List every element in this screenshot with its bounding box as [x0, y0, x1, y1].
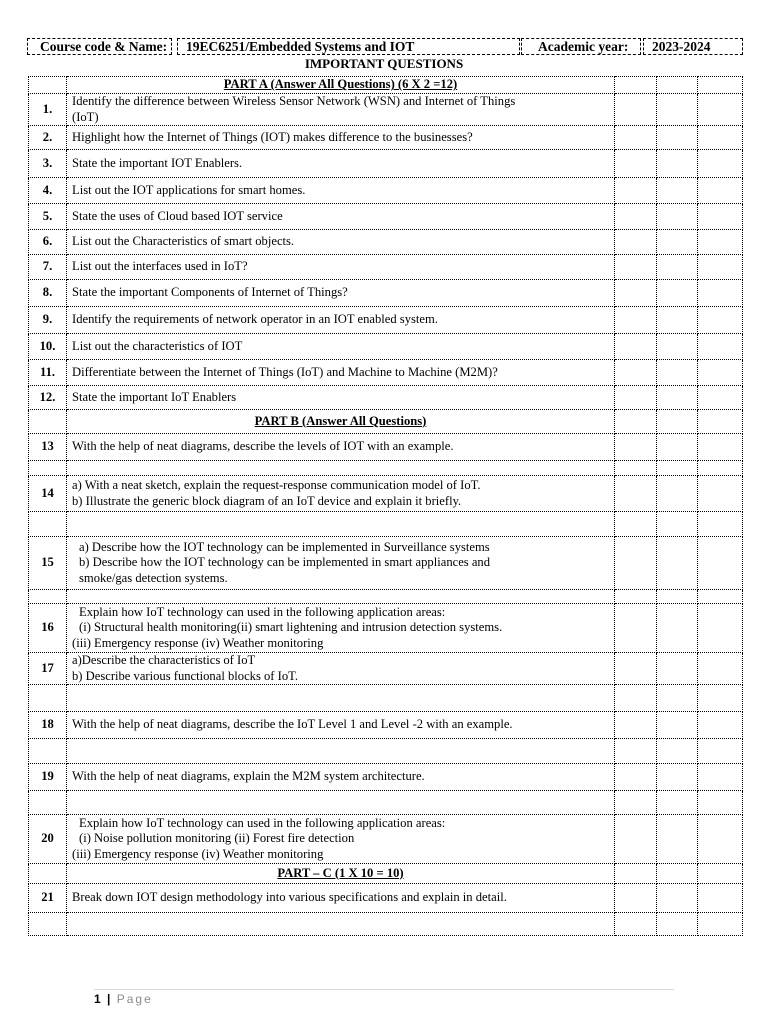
page-word: Page — [116, 992, 153, 1006]
question-line: a) Describe how the IOT technology can be implemented in Surveillance systems — [79, 539, 490, 554]
question-line: State the uses of Cloud based IOT service — [72, 208, 283, 223]
question-cell — [67, 685, 615, 712]
mark-cell — [698, 537, 743, 590]
mark-cell — [657, 864, 698, 884]
mark-cell — [657, 230, 698, 255]
section-heading-row — [29, 410, 743, 434]
question-number: 9. — [29, 307, 67, 334]
mark-cell — [615, 685, 657, 712]
mark-cell — [698, 255, 743, 280]
mark-cell — [657, 884, 698, 913]
mark-cell — [615, 815, 657, 864]
question-line: Differentiate between the Internet of Things (IoT) and Machine to Machine (M2M)? — [72, 364, 498, 379]
question-number: 5. — [29, 204, 67, 230]
blank-row — [29, 913, 743, 936]
mark-cell — [615, 434, 657, 461]
questions-table — [28, 76, 743, 936]
question-line: Highlight how the Internet of Things (IOT) makes difference to the businesses? — [72, 129, 473, 144]
mark-cell — [698, 360, 743, 386]
question-number: 16 — [29, 604, 67, 653]
mark-cell — [698, 512, 743, 537]
mark-cell — [615, 204, 657, 230]
question-row — [29, 280, 743, 307]
mark-cell — [615, 178, 657, 204]
mark-cell — [657, 410, 698, 434]
academic-year-value: 2023-2024 — [643, 38, 743, 55]
mark-cell — [615, 712, 657, 739]
question-cell — [67, 791, 615, 815]
mark-cell — [615, 791, 657, 815]
mark-cell — [698, 178, 743, 204]
question-number: 4. — [29, 178, 67, 204]
mark-cell — [698, 126, 743, 150]
section-heading: PART A (Answer All Questions) (6 X 2 =12) — [67, 77, 615, 94]
section-heading-row — [29, 77, 743, 94]
mark-cell — [698, 410, 743, 434]
footer-divider — [94, 989, 674, 990]
question-text — [67, 230, 615, 255]
mark-cell — [698, 77, 743, 94]
question-line: With the help of neat diagrams, describe the IoT Level 1 and Level -2 with an example. — [72, 717, 513, 732]
document-header — [27, 38, 743, 57]
question-line: With the help of neat diagrams, explain the M2M system architecture. — [72, 769, 425, 784]
question-number: 21 — [29, 884, 67, 913]
mark-cell — [615, 386, 657, 410]
question-text — [67, 764, 615, 791]
question-cell — [67, 739, 615, 764]
mark-cell — [698, 307, 743, 334]
mark-cell — [657, 360, 698, 386]
number-cell — [29, 77, 67, 94]
question-row — [29, 178, 743, 204]
question-number: 6. — [29, 230, 67, 255]
mark-cell — [657, 280, 698, 307]
page-number: 1 — [94, 992, 101, 1006]
mark-cell — [657, 590, 698, 604]
mark-cell — [657, 712, 698, 739]
question-text — [67, 150, 615, 178]
question-line: (i) Structural health monitoring(ii) smart lightening and intrusion detection systems. — [79, 620, 503, 635]
question-row — [29, 150, 743, 178]
page-footer — [94, 992, 153, 1006]
mark-cell — [615, 604, 657, 653]
mark-cell — [657, 685, 698, 712]
mark-cell — [657, 461, 698, 476]
question-line: List out the Characteristics of smart objects. — [72, 234, 295, 249]
question-row — [29, 230, 743, 255]
footer-separator: | — [107, 992, 111, 1006]
mark-cell — [615, 280, 657, 307]
mark-cell — [698, 230, 743, 255]
mark-cell — [657, 653, 698, 685]
mark-cell — [615, 334, 657, 360]
mark-cell — [657, 334, 698, 360]
mark-cell — [615, 410, 657, 434]
mark-cell — [615, 150, 657, 178]
section-heading: PART – C (1 X 10 = 10) — [67, 864, 615, 884]
mark-cell — [657, 307, 698, 334]
mark-cell — [698, 434, 743, 461]
question-cell — [67, 590, 615, 604]
question-row — [29, 604, 743, 653]
question-cell — [67, 512, 615, 537]
question-number: 18 — [29, 712, 67, 739]
question-row — [29, 712, 743, 739]
question-line: (IoT) — [72, 109, 99, 124]
mark-cell — [615, 512, 657, 537]
mark-cell — [615, 126, 657, 150]
question-text — [67, 280, 615, 307]
question-number: 8. — [29, 280, 67, 307]
question-row — [29, 334, 743, 360]
mark-cell — [615, 77, 657, 94]
mark-cell — [698, 653, 743, 685]
question-line: Break down IOT design methodology into various specifications and explain in detail. — [72, 890, 507, 905]
question-text — [67, 334, 615, 360]
mark-cell — [698, 739, 743, 764]
mark-cell — [698, 764, 743, 791]
question-line: (i) Noise pollution monitoring (ii) Forest fire detection — [79, 831, 355, 846]
number-cell — [29, 410, 67, 434]
mark-cell — [698, 94, 743, 126]
question-text — [67, 307, 615, 334]
question-row — [29, 537, 743, 590]
mark-cell — [615, 653, 657, 685]
mark-cell — [698, 280, 743, 307]
mark-cell — [615, 476, 657, 512]
mark-cell — [615, 739, 657, 764]
blank-row — [29, 685, 743, 712]
mark-cell — [698, 913, 743, 936]
question-line: List out the characteristics of IOT — [72, 338, 243, 353]
question-line: (iii) Emergency response (iv) Weather monitoring — [72, 635, 324, 650]
number-cell — [29, 913, 67, 936]
question-text — [67, 178, 615, 204]
mark-cell — [698, 150, 743, 178]
mark-cell — [657, 739, 698, 764]
question-number: 3. — [29, 150, 67, 178]
question-line: Identify the requirements of network operator in an IOT enabled system. — [72, 312, 438, 327]
question-row — [29, 653, 743, 685]
number-cell — [29, 590, 67, 604]
question-number: 11. — [29, 360, 67, 386]
mark-cell — [657, 255, 698, 280]
mark-cell — [698, 791, 743, 815]
mark-cell — [615, 764, 657, 791]
mark-cell — [657, 150, 698, 178]
mark-cell — [698, 815, 743, 864]
mark-cell — [615, 360, 657, 386]
section-heading: PART B (Answer All Questions) — [67, 410, 615, 434]
mark-cell — [657, 434, 698, 461]
number-cell — [29, 739, 67, 764]
mark-cell — [615, 884, 657, 913]
question-row — [29, 386, 743, 410]
question-text — [67, 712, 615, 739]
question-number: 12. — [29, 386, 67, 410]
question-number: 14 — [29, 476, 67, 512]
question-row — [29, 307, 743, 334]
question-text — [67, 204, 615, 230]
mark-cell — [615, 461, 657, 476]
question-number: 19 — [29, 764, 67, 791]
question-line: State the important Components of Internet of Things? — [72, 285, 348, 300]
mark-cell — [615, 537, 657, 590]
mark-cell — [657, 791, 698, 815]
question-line: Identify the difference between Wireless Sensor Network (WSN) and Internet of Things — [72, 94, 516, 108]
question-number: 7. — [29, 255, 67, 280]
mark-cell — [615, 94, 657, 126]
number-cell — [29, 864, 67, 884]
mark-cell — [698, 476, 743, 512]
mark-cell — [657, 476, 698, 512]
question-number: 13 — [29, 434, 67, 461]
question-line: smoke/gas detection systems. — [79, 570, 228, 585]
mark-cell — [657, 204, 698, 230]
mark-cell — [698, 604, 743, 653]
question-row — [29, 476, 743, 512]
question-number: 2. — [29, 126, 67, 150]
blank-row — [29, 739, 743, 764]
mark-cell — [698, 590, 743, 604]
question-line: b) Describe various functional blocks of IoT. — [72, 668, 299, 683]
mark-cell — [698, 712, 743, 739]
question-number: 10. — [29, 334, 67, 360]
mark-cell — [615, 307, 657, 334]
academic-year-label: Academic year: — [521, 38, 641, 55]
question-text — [67, 94, 615, 126]
question-line: List out the interfaces used in IoT? — [72, 259, 248, 274]
number-cell — [29, 791, 67, 815]
mark-cell — [657, 815, 698, 864]
section-heading-row — [29, 864, 743, 884]
mark-cell — [615, 864, 657, 884]
course-name: 19EC6251/Embedded Systems and IOT — [177, 38, 520, 55]
question-line: b) Describe how the IOT technology can be implemented in smart appliances and — [79, 555, 491, 570]
question-number: 20 — [29, 815, 67, 864]
mark-cell — [657, 126, 698, 150]
mark-cell — [615, 913, 657, 936]
mark-cell — [615, 255, 657, 280]
number-cell — [29, 685, 67, 712]
mark-cell — [657, 77, 698, 94]
question-line: State the important IoT Enablers — [72, 389, 237, 404]
question-line: With the help of neat diagrams, describe the levels of IOT with an example. — [72, 439, 454, 454]
question-text — [67, 386, 615, 410]
blank-row — [29, 461, 743, 476]
mark-cell — [657, 537, 698, 590]
question-row — [29, 815, 743, 864]
page-title: IMPORTANT QUESTIONS — [304, 56, 464, 71]
mark-cell — [698, 864, 743, 884]
question-line: a) With a neat sketch, explain the request-response communication model of IoT. — [72, 478, 481, 492]
question-row — [29, 434, 743, 461]
blank-row — [29, 512, 743, 537]
blank-row — [29, 590, 743, 604]
mark-cell — [657, 512, 698, 537]
question-row — [29, 360, 743, 386]
number-cell — [29, 461, 67, 476]
question-line: State the important IOT Enablers. — [72, 155, 243, 170]
mark-cell — [615, 590, 657, 604]
question-text — [67, 126, 615, 150]
question-line: (iii) Emergency response (iv) Weather monitoring — [72, 846, 324, 861]
question-number: 17 — [29, 653, 67, 685]
question-row — [29, 884, 743, 913]
question-cell — [67, 913, 615, 936]
mark-cell — [698, 204, 743, 230]
question-text — [67, 815, 615, 864]
question-line: a)Describe the characteristics of IoT — [72, 653, 256, 667]
question-row — [29, 94, 743, 126]
mark-cell — [657, 604, 698, 653]
blank-row — [29, 791, 743, 815]
mark-cell — [657, 178, 698, 204]
mark-cell — [698, 685, 743, 712]
course-label: Course code & Name: — [27, 38, 172, 55]
mark-cell — [657, 386, 698, 410]
question-text — [67, 360, 615, 386]
question-line: b) Illustrate the generic block diagram of an IoT device and explain it briefly. — [72, 493, 462, 508]
question-number: 15 — [29, 537, 67, 590]
question-text — [67, 537, 615, 590]
question-row — [29, 204, 743, 230]
question-line: List out the IOT applications for smart homes. — [72, 182, 306, 197]
question-row — [29, 764, 743, 791]
question-text — [67, 476, 615, 512]
mark-cell — [698, 334, 743, 360]
mark-cell — [657, 764, 698, 791]
mark-cell — [698, 386, 743, 410]
number-cell — [29, 512, 67, 537]
question-row — [29, 255, 743, 280]
question-text — [67, 604, 615, 653]
mark-cell — [657, 913, 698, 936]
question-cell — [67, 461, 615, 476]
question-text — [67, 653, 615, 685]
mark-cell — [657, 94, 698, 126]
question-line: Explain how IoT technology can used in the following application areas: — [79, 815, 446, 830]
mark-cell — [615, 230, 657, 255]
question-number: 1. — [29, 94, 67, 126]
question-row — [29, 126, 743, 150]
question-text — [67, 434, 615, 461]
question-line: Explain how IoT technology can used in the following application areas: — [79, 604, 446, 619]
mark-cell — [698, 461, 743, 476]
question-text — [67, 884, 615, 913]
mark-cell — [698, 884, 743, 913]
question-text — [67, 255, 615, 280]
